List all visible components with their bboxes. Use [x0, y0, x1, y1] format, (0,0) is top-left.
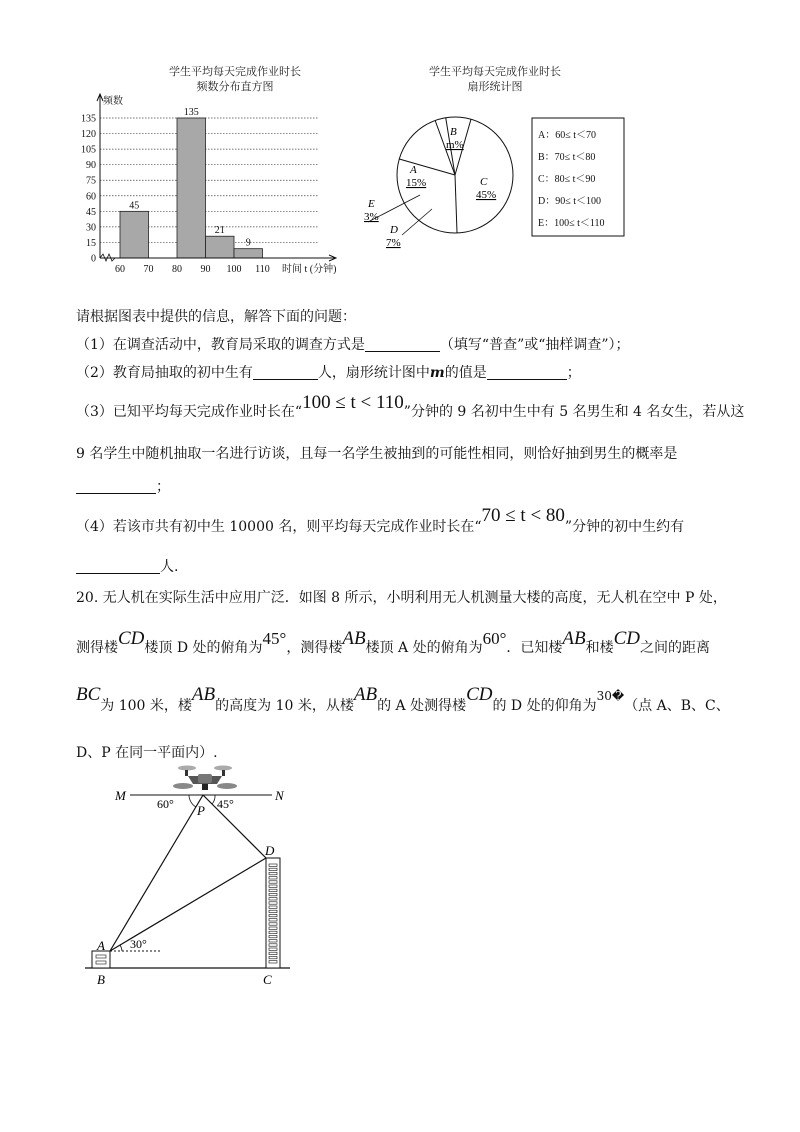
q1-answer-blank[interactable]	[365, 337, 440, 352]
histogram-title-line2: 频数分布直方图	[196, 80, 274, 93]
bar-data-label: 21	[214, 225, 225, 237]
y-tick-label: 0	[91, 253, 96, 265]
p20-ab-4: AB	[353, 684, 378, 705]
pie-chart	[360, 100, 630, 260]
problem-20-line3	[76, 684, 730, 716]
x-axis-label: 时间 t (分钟)	[282, 264, 337, 275]
bar-data-label: 45	[129, 200, 140, 212]
label-d: D	[265, 843, 275, 858]
p20-ab-3: AB	[191, 684, 216, 705]
p20-l2-g: 之间的距离	[640, 640, 711, 656]
p20-bc: BC	[76, 684, 101, 705]
x-tick-label: 110	[255, 264, 270, 275]
p20-angle-30: 30�	[596, 689, 625, 703]
y-tick-label: 15	[86, 237, 96, 249]
pie-legend-item: C：80≤ t＜90	[538, 174, 596, 185]
x-tick-label: 100	[226, 264, 242, 275]
histogram-bar	[177, 118, 206, 258]
p20-angle-60: 60°	[482, 629, 507, 648]
pie-slice-percent: 15%	[406, 177, 427, 189]
question-3-line2: 9 名学生中随机抽取一名进行访谈，且每一名学生被抽到的可能性相同，则恰好抽到男生的概率是	[76, 446, 678, 462]
q2-m-blank[interactable]	[487, 365, 567, 380]
pie-title	[380, 64, 610, 94]
x-tick-label: 80	[172, 264, 182, 275]
p20-cd-3: CD	[466, 684, 493, 705]
q3-text-a: （3）已知平均每天完成作业时长在“	[76, 404, 303, 420]
pie-title-line2: 扇形统计图	[467, 80, 523, 93]
pie-legend-item: B：70≤ t＜80	[538, 152, 596, 163]
q3-line3-end: ；	[156, 479, 170, 495]
p20-l3-b: 的高度为 10 米，从楼	[215, 698, 354, 714]
p20-l2-a: 测得楼	[76, 640, 118, 656]
question-3-line3	[76, 476, 170, 496]
p20-ab-1: AB	[342, 628, 366, 649]
angle-arc-60	[189, 795, 196, 807]
problem-20-line4: D、P 在同一平面内）.	[76, 745, 218, 761]
p20-l2-c: ，测得楼	[286, 640, 343, 656]
intro-text: 请根据图表中提供的信息，解答下面的问题：	[76, 309, 356, 325]
figure-8-diagram	[75, 762, 305, 992]
histogram-bar	[206, 236, 235, 258]
q4-text-b: ”分钟的初中生约有	[564, 519, 685, 535]
histogram-bar	[120, 211, 149, 258]
x-tick-label: 90	[200, 264, 211, 275]
q3-text-b: ”分钟的 9 名初中生中有 5 名男生和 4 名女生，若从这	[403, 404, 745, 420]
p20-l2-f: 和楼	[585, 640, 614, 656]
y-tick-label: 105	[81, 144, 96, 156]
q1-text-b: （填写“普查”或“抽样调查”）；	[439, 337, 630, 353]
bar-data-label: 135	[183, 107, 199, 118]
question-1	[76, 334, 630, 354]
label-m: M	[115, 788, 126, 803]
x-tick-label: 60	[115, 264, 125, 275]
question-4-line2	[76, 556, 178, 576]
pie-slice-letter: C	[480, 176, 488, 188]
label-a: A	[97, 938, 105, 953]
p20-cd-2: CD	[613, 628, 641, 649]
p20-l2-d: 楼顶 A 处的俯角为	[365, 640, 483, 656]
pie-legend-item: E：100≤ t＜110	[538, 218, 605, 229]
pie-legend-item: D：90≤ t＜100	[538, 196, 601, 207]
q3-answer-blank[interactable]	[76, 479, 156, 494]
question-3	[76, 392, 745, 422]
pie-slice-percent: 7%	[386, 237, 401, 249]
q3-math: 100 ≤ t < 110	[302, 392, 404, 413]
question-2	[76, 362, 581, 382]
drone-icon	[173, 766, 237, 791]
q2-text-d: ；	[566, 365, 581, 381]
y-tick-label: 45	[86, 206, 96, 218]
q2-text-c: 的值是	[444, 365, 487, 381]
q2-text-b: 人，扇形统计图中	[317, 365, 430, 381]
pie-slice-percent: 45%	[476, 189, 497, 201]
q4-answer-blank[interactable]	[76, 559, 160, 574]
y-tick-label: 60	[86, 191, 96, 203]
pie-slice-letter: D	[390, 224, 398, 236]
label-b: B	[97, 972, 105, 987]
p20-l3-c: 的 A 处测得楼	[377, 698, 467, 714]
y-axis-label: 频数	[103, 96, 123, 107]
q2-count-blank[interactable]	[253, 365, 318, 380]
p20-l2-b: 楼顶 D 处的俯角为	[144, 640, 263, 656]
building-ab	[92, 951, 110, 968]
q4-math: 70 ≤ t < 80	[481, 505, 565, 526]
label-n: N	[275, 788, 284, 803]
problem-20-line2	[76, 628, 711, 658]
q2-text-a: （2）教育局抽取的初中生有	[76, 365, 253, 381]
q4-text-a: （4）若该市共有初中生 10000 名，则平均每天完成作业时长在“	[76, 519, 482, 535]
label-p: P	[197, 803, 205, 818]
angle-arc-30	[120, 945, 122, 951]
angle-arc-45	[212, 795, 215, 804]
q2-m-symbol: m	[429, 365, 445, 381]
histogram-chart	[70, 90, 360, 280]
label-c: C	[263, 972, 272, 987]
p20-l3-a: 为 100 米，楼	[100, 698, 192, 714]
pie-slice-letter: E	[368, 198, 375, 210]
p20-l3-d: 的 D 处的仰角为	[492, 698, 597, 714]
y-tick-label: 75	[86, 175, 96, 187]
line-pd	[203, 795, 266, 858]
pie-legend-item: A：60≤ t＜70	[538, 130, 596, 141]
y-tick-label: 90	[86, 160, 96, 172]
y-tick-label: 30	[86, 222, 96, 234]
angle-label-30: 30°	[130, 937, 147, 951]
q4-line2-end: 人.	[160, 559, 179, 575]
angle-label-45: 45°	[217, 797, 234, 811]
p20-angle-45: 45°	[262, 629, 287, 648]
histogram-title-line1: 学生平均每天完成作业时长	[169, 65, 301, 78]
pie-slice-letter: A	[410, 164, 417, 176]
problem-20-line1: 20. 无人机在实际生活中应用广泛．如图 8 所示，小明利用无人机测量大楼的高度，无人机在空中 P 处，	[76, 590, 727, 606]
question-4	[76, 505, 685, 537]
bar-data-label: 9	[245, 237, 251, 249]
angle-label-60: 60°	[157, 797, 174, 811]
y-tick-label: 120	[81, 129, 96, 141]
pie-slice-letter: B	[450, 126, 457, 138]
histogram-bar	[234, 249, 263, 258]
p20-l3-e: （点 A、B、C、	[624, 698, 730, 714]
p20-cd-1: CD	[118, 628, 145, 649]
pie-slice-percent: 3%	[364, 211, 379, 223]
x-tick-label: 70	[143, 264, 154, 275]
q1-text-a: （1）在调查活动中，教育局采取的调查方式是	[76, 337, 365, 353]
line-pa	[110, 795, 203, 951]
pie-title-line1: 学生平均每天完成作业时长	[429, 65, 561, 78]
y-tick-label: 135	[81, 113, 96, 125]
p20-l2-e: ．已知楼	[506, 640, 563, 656]
pie-slice-percent: m%	[446, 139, 464, 151]
p20-ab-2: AB	[562, 628, 586, 649]
